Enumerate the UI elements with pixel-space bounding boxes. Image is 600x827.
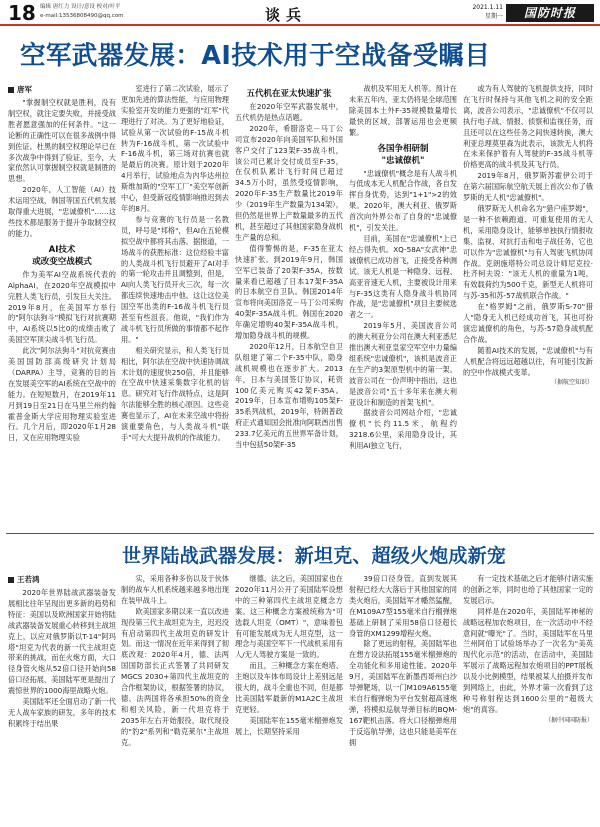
article1-column-1 bbox=[8, 84, 116, 531]
article-divider bbox=[6, 533, 594, 534]
paragraph: 2019年5月，美国波音公司的澳大利亚分公司在澳大利亚悉尼推出澳大利亚皇家空军空中力量编组系统"忠诚僚机"，该机是波音正在生产的3架原型机中的第一架。波音公司在一份声明中指出，这也是波音公司"五十多年来在澳大利亚设计和制造的首架飞机"。 bbox=[349, 321, 457, 407]
article2-headline: 世界陆战武器发展：新坦克、超级火炮成新宠 bbox=[122, 545, 507, 567]
page-header bbox=[0, 0, 600, 26]
newspaper-logo: 国防时报 bbox=[506, 4, 594, 22]
paragraph: "掌握制空权就是胜利，没有制空权，就注定要失败，并接受战胜者愿意强加的任何条件。"这一论断的正确性可以在很多战例中得到佐证。杜黑的制空权理论早已在多次战争中得到了验证，至今，大家依然认可掌握制空权就是制胜的思想。 bbox=[8, 98, 116, 184]
paragraph: 俄罗斯无人机命名为"猎户座罗姆"，是一种不依赖跑道、可重复使用的无人机，采用隐身设计，能够单独执行情报收集、监视、对抗打击和电子战任务，它也可以作为"忠诚僚机"与有人驾驶飞机协同作战。克朗施塔特公司总设计师尼克拉·杜齐柯夫说："该无人机的重量为1吨，有效载荷约为500千克，新型无人机将可与苏-35和苏-57战机联合作战。" bbox=[463, 203, 593, 301]
section-title: 谈兵 bbox=[265, 6, 308, 24]
paragraph: 相关研究显示，和人类飞行员相比，阿尔法在空战中快速协调战术计划的速度快250倍，并且能够在空战中快速采集数字化机的信息。研究对飞行作战特点，这是阿尔法能够全胜的核心原因。这些竞赛也显示了，AI在未来空战中将扮演重要角色，与人类战斗机"联手"可大大提升战机的作战能力。 bbox=[121, 345, 229, 442]
article2-source: （据中国国防报） bbox=[544, 716, 593, 724]
paragraph: 除了更远的射程，美国陆军也在想方设法拓展155毫米榴弹炮的全功能化和多用途性能。2020年9月，美国陆军在新墨西哥州白沙导弹靶场，以一门M109A6155毫米自行榴弹炮为平台发射超高速炮弹，将模拟巡航导弹目标的BQM-167靶机击落。将大口径榴弹炮用于反巡航导弹，这也只能是美军在拥 bbox=[349, 639, 457, 747]
square-bullet-icon bbox=[8, 87, 14, 93]
paragraph: 目前，美国在"忠诚僚机"上已经占得先机。XQ-58A"女武神"忠诚僚机已成功首飞，正接受各种测试。该无人机是一种隐身、远程、高亚音速无人机，主要被设计用来与F-35这类有人隐身战斗机协同作战，是"忠诚僚机"项目主要候选者之一。 bbox=[349, 233, 457, 320]
paragraph: 此次"阿尔法狗斗"对抗竞赛由美国国防部高级研究计划局（DARPA）主导，竞赛的目的旨在发展美空军的AI系统在空战中的能力。在短短数月，在2019年11月到19日至21日在马里兰州约翰霍普金斯大学应用物理实验室进行。几个月后，即2020年1月28日，又在应用物理实验 bbox=[8, 346, 116, 443]
article1-column-4 bbox=[349, 84, 457, 531]
paragraph: 参与竞赛的飞行员是一名教员，呼号是"邦格"，但AI在五轮模拟空战中都将其击落。据报道，一场战斗的获胜标准：这位经验丰富的人类战斗机飞行员避开了AI对手的第一轮攻击并且调整到，但是，AI向人类飞行员开火三次，每一次都连续快速地击中他。这让这位美国空军出类的F-16战斗机飞行员甚至有些沮丧。他说，"我们作为战斗机飞行员所做的事情都不起作用。" bbox=[121, 214, 229, 344]
paragraph: 值得警惕的是，F-35在亚太快速扩张。到2019年9月，韩国空军已装备了20架F-35A，按数量来看已超越了日本17架F-35A的日本航空自卫队。韩国2014年宣布将向美国洛克－马丁公司采购40架F-35A战斗机。韩国在2020年确定增购40架F-35A战斗机，增加隐身战斗机的规模。 bbox=[235, 243, 343, 341]
paragraph: 2020年12月，日本航空自卫队组建了第二个F-35中队，隐身战机规模也在逐步扩大。2013年，日本与美国签订协议，耗资100亿美元购买42架F-35A。2019年，日本宣布增购105架F-35系列战机，2019年，特朗普政府正式通知国会批准向阿联酋出售233.7亿美元的五世界军备计划，当中包括50架F-35 bbox=[235, 341, 343, 450]
paragraph: 同样是在2020年，美国陆军神秘的战略远程加农炮项目，在一次活动中不经意间就"曝光"了。当时，美国陆军在马里兰州阿伯丁试验场举办了一次名为"美英现代化示范"的活动，在活动中，美国陆军展示了战略远程加农炮项目的PPT展板以及小比例模型，结果被某人拍摄并发布到网络上，由此，外界才第一次看到了这种号称射程达到1600公里的"超级大炮"的真容。 bbox=[463, 606, 593, 714]
paragraph: 战机及军用无人机等。预计在未来五年内，亚太仍将是全球范围除美国本土外F-35规模数量增长最快的区域，部署运用也会更频繁。 bbox=[349, 84, 457, 137]
subheading-loyal-wingman: 各国争相研制 "忠诚僚机" bbox=[377, 143, 429, 166]
paragraph: 据波音公司网站介绍，"忠诚僚机"长约11.5米，航程约3218.6公里，采用隐身设计，其利用AI独立飞行， bbox=[349, 408, 457, 451]
paragraph: 室进行了第二次试验，展示了更加先进的算法性能，与应用物理实验室开发的能力更强的"红军"代理进行了对决。为了更好地验证，试验从第一次试验的F-15战斗机转为F-16战斗机，第一次试验中F-16战斗机，第三场对抗赛也就是最后的决赛。原计划于2020年4月举行，试验地点为内华达州拉斯维加斯的"空军工厂"美空军创新中心，但受新冠疫情影响推迟到去年的8月。 bbox=[121, 84, 229, 213]
article2-column-2 bbox=[121, 574, 229, 824]
editor-email: e-mail:13536808490@qq.com bbox=[40, 13, 124, 19]
square-bullet-icon bbox=[8, 577, 14, 583]
article2-byline: 王若鸿 bbox=[8, 574, 116, 586]
article1-byline: 唐军 bbox=[8, 84, 116, 96]
issue-date bbox=[455, 3, 503, 21]
paragraph: 随着AI技术的发展，"忠诚僚机"与有人机配合将远远超越以往，有可能引发新的空中作战模式变革。 bbox=[463, 345, 593, 377]
date-text: 2021.1.11 bbox=[472, 4, 503, 11]
page-number: 18 bbox=[8, 1, 36, 25]
paragraph: 美国陆军还全面启动了新一代无人战车家族的研发，多年的技术积累终于结出果 bbox=[8, 697, 116, 728]
article2-column-1 bbox=[8, 574, 116, 824]
paragraph: 美国陆军在155毫米榴弹炮发展上，长期坚持采用 bbox=[235, 715, 343, 736]
article2-column-3 bbox=[235, 574, 343, 824]
paragraph: 作为美军AI空战系统代表的AlphaAI，在2020年空战模拟中完胜人类飞行员，引发巨大关注。2019年8月，在美国军方举行的"阿尔法狗斗"模拟飞行对抗赛期中，AI系统以5比0的成绩击败了美国空军顶尖战斗机飞行员。 bbox=[8, 269, 116, 345]
paragraph: 有一定技术基础之后才能够付诸实施的创新之举，同时也给了其他国家一定的发展启示。 bbox=[463, 574, 593, 605]
article1-headline: 空军武器发展：AI技术用于空战备受瞩目 bbox=[20, 41, 491, 71]
paragraph: 欧美国家多期以来一直以改进现役第三代主战坦克为主，迟迟没有启动第四代主战坦克的研发计划。而这一情况在近年来得到了彻底改观：2020年4月，德、法两国国防部长正式签署了共同研发MGCS 2030+第四代主战坦克的合作框架协议，根据签署的协议，德、法两国将各承担50%的资金和相关风险，新一代坦克将于2035年左右开始服役，取代现役的"豹2"系列和"勒克莱尔"主战坦克。 bbox=[121, 606, 229, 747]
paragraph: "忠诚僚机"概念是有人战斗机与低成本无人机配合作战，各自发挥自身优势，达到"1+1">2的效果。2020年，澳大利亚、俄罗斯首次向外界公布了自身的"忠诚僚机"，引发关注。 bbox=[349, 168, 457, 233]
paragraph: 或为有人驾驶的飞机提供支持，同时在飞行时保持与其他飞机之间的安全距离，波音公司表示，"忠诚僚机"不仅可以执行电子战、情报、侦察和监视任务，而且还可以在这些任务之间快速转换，澳大利亚总理莫里森为此表示，该款无人机将在未来保护着有人驾驶的F-35战斗机等价格更高的战斗机及其飞行员。 bbox=[463, 84, 593, 170]
paragraph: 实，采用各种多伤以及于伙体制的战车人机系统越来越多地出现在装甲战斗上。 bbox=[121, 574, 229, 605]
article1-column-3 bbox=[235, 84, 343, 531]
paragraph: 39倍口径身管。直到发展其射程已经大大落后于其他国家的同类火炮后，美国陆军才幡然猛醒，在M109A7型155毫米自行榴弹炮基础上研制了采用58倍口径超长身管的XM1299增程火炮。 bbox=[349, 574, 457, 638]
paragraph: 2020年，希腊洛克－马丁公司宣布2020年向美国军队和外国客户交付了123架F-35战斗机，该公司已累计交付成员至F-35，在仅机队累计飞行时间已超过34.5万小时，虽然受疫情影响，2020年F-35生产数量比2019年少（2019年生产数量为134架），但仍然是世界上产数量最多的五代机，甚至超过了其他国家隐身战机生产量的总和。 bbox=[235, 123, 343, 242]
article2-column-4 bbox=[349, 574, 457, 824]
editor-info bbox=[40, 3, 123, 21]
paragraph: 2019年8月，俄罗斯苏霍伊公司于在第六届国际航空航天展上首次公布了俄罗斯的无人机"忠诚僚机"。 bbox=[463, 171, 593, 203]
subheading-fifth-gen: 五代机在亚太快速扩张 bbox=[246, 89, 332, 99]
paragraph: 2020年，人工智能（AI）技术运用空战，韩国等国五代机发展取得重大进展，"忠诚僚机"……这些技术都是服务于提升争取制空权的能力。 bbox=[8, 185, 116, 238]
article1-column-5 bbox=[463, 84, 593, 531]
article1-source: （据航空知识） bbox=[550, 379, 593, 387]
paragraph: 在"格罗姆"之前，俄罗斯S-70"猎人"隐身无人机已经成功首飞，其也可扮演忠诚僚机的角色，与苏-57隐身战机配合作战。 bbox=[463, 302, 593, 344]
paragraph: 继德、法之后，美国国家也在2020年11月公开了美国陆军设想中的三种第四代主战坦克概念方案。这三种概念方案被统称为"可选载人坦克（OMT）"，意味着包有可能发展成为无人坦克型，这一理念与美国空军下一代战机采用有人/无人驾驶方案是一致的。 bbox=[235, 574, 343, 660]
subheading-ai: AI技术 或改变空战模式 bbox=[32, 244, 92, 267]
paragraph: 2020年世界陆战武器装备发展相比往年呈现出更多新的趋势和特征：美国以及欧洲国家开始将陆战武器装备发展重心转移到主战坦克上，以应对俄罗斯以T-14"阿玛塔"坦克为代表的新一代主战坦克带来的挑战，而在火炮方面，大口径身管火炮从52倍口径开始向58倍口径拓展，美国陆军更是提出了震惊世界的1000海里战略火炮。 bbox=[8, 588, 116, 696]
article2-column-5 bbox=[463, 574, 593, 824]
weekday-text: 星期一 bbox=[484, 13, 503, 20]
article1-column-2 bbox=[121, 84, 229, 531]
editor-credits: 编辑 唐红力 设计/意设 校对/叶平 bbox=[40, 4, 121, 10]
paragraph: 而且，三种概念方案在炮塔、主炮以及车体布局设计上差别远是很大的，战斗全重也不同，但是都比美国陆军最新的M1A2C主战坦克更轻。 bbox=[235, 661, 343, 714]
paragraph: 在2020年空军武器发展中，五代机仍是热点话题。 bbox=[235, 102, 343, 122]
